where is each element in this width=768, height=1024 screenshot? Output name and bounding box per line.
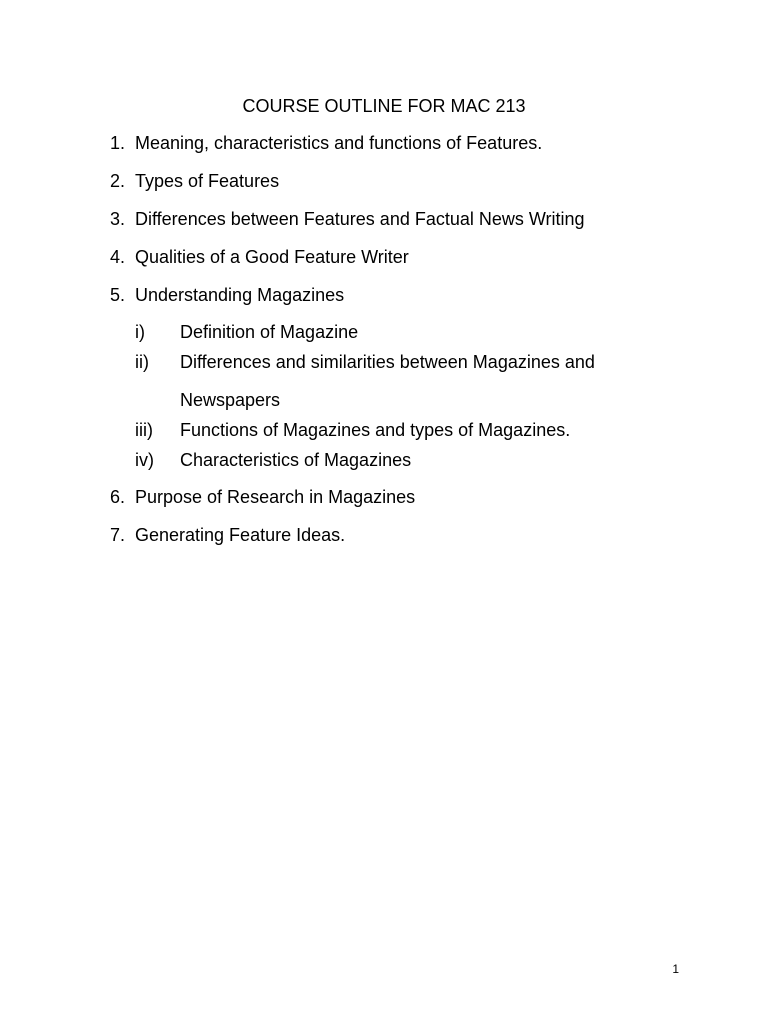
sublist-item: [135, 441, 650, 479]
list-item-text: Types of Features: [135, 171, 280, 191]
list-item: [110, 169, 650, 193]
list-item: [110, 283, 650, 307]
sublist-item-number: iv): [135, 450, 154, 470]
sublist-item: [135, 343, 650, 419]
sublist-item-text: Definition of Magazine: [180, 322, 359, 342]
list-item-text: Generating Feature Ideas.: [135, 525, 346, 545]
course-outline-list: [110, 131, 650, 561]
list-item: [110, 131, 650, 155]
sublist-item-number: iii): [135, 420, 153, 440]
list-item-number: 4.: [110, 247, 126, 267]
list-item: [110, 523, 650, 547]
sublist-item-text: Functions of Magazines and types of Magazines.: [180, 420, 571, 440]
list-item-number: 6.: [110, 487, 126, 507]
list-item-number: 5.: [110, 285, 126, 305]
list-item-number: 2.: [110, 171, 126, 191]
sublist-item-text: Characteristics of Magazines: [180, 450, 412, 470]
sublist-item-text: Differences and similarities between Magazines and Newspapers: [180, 352, 595, 410]
sublist-item-number: ii): [135, 352, 149, 372]
list-item: [110, 245, 650, 269]
page-number: 1: [672, 962, 679, 976]
page-title: COURSE OUTLINE FOR MAC 213: [242, 96, 526, 116]
list-item-number: 1.: [110, 133, 126, 153]
list-item: [110, 207, 650, 231]
list-item-text: Differences between Features and Factual News Writing: [135, 209, 585, 229]
list-item: [110, 485, 650, 509]
list-item-text: Qualities of a Good Feature Writer: [135, 247, 409, 267]
list-item-text: Understanding Magazines: [135, 285, 345, 305]
list-item-number: 7.: [110, 525, 126, 545]
sublist-item-number: i): [135, 322, 145, 342]
list-item-number: 3.: [110, 209, 126, 229]
list-item-text: Purpose of Research in Magazines: [135, 487, 416, 507]
list-item-text: Meaning, characteristics and functions of Features.: [135, 133, 543, 153]
sublist: [110, 313, 650, 479]
